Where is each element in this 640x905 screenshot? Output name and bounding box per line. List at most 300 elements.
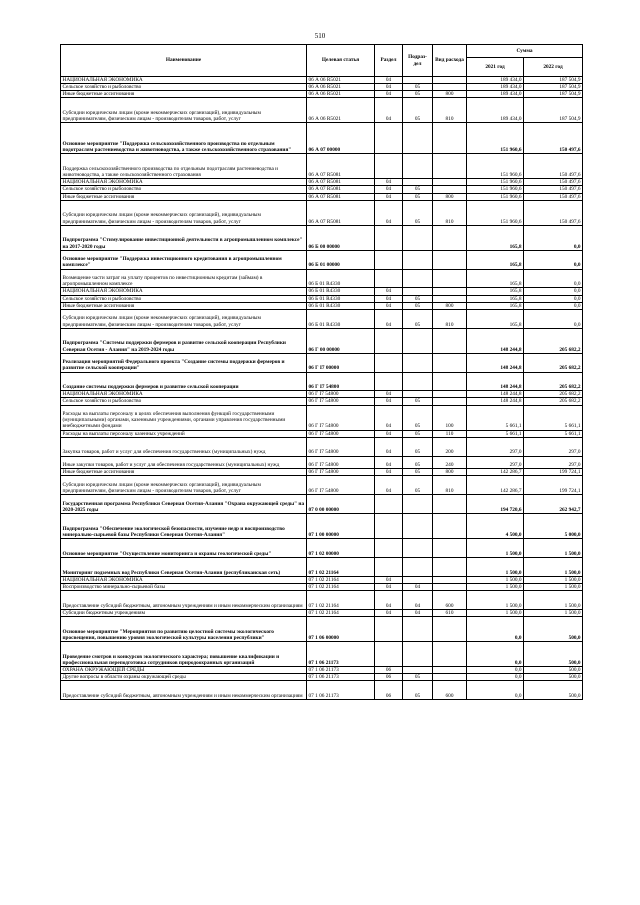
row-name: Иные бюджетные ассигнования — [61, 91, 307, 98]
row-target-code: 06 А 07 R5081 — [307, 154, 375, 179]
row-section — [375, 617, 403, 642]
row-sum-2021: 0,0 — [467, 674, 524, 681]
row-section: 04 — [375, 584, 403, 591]
row-name: Предоставление субсидий бюджетным, автономным учреждениям и иным некоммерческим организациям — [61, 681, 307, 700]
table-row — [61, 250, 583, 269]
row-expense-type — [433, 328, 467, 353]
row-target-code: 06 Б 01 R4330 — [307, 295, 375, 302]
row-section: 04 — [375, 405, 403, 430]
row-subsection: 05 — [403, 98, 433, 123]
header-sum: Сумма — [467, 45, 583, 58]
page-number: 510 — [314, 32, 326, 40]
row-section: 04 — [375, 186, 403, 193]
row-sum-2022: 0,0 — [524, 295, 583, 302]
row-name: Закупка товаров, работ и услуг для обеспечения государственных (муниципальных) нужд — [61, 437, 307, 456]
row-sum-2022: 205 682,2 — [524, 398, 583, 405]
row-name: Другие вопросы в области охраны окружающей среды — [61, 674, 307, 681]
row-section — [375, 154, 403, 179]
row-subsection: 05 — [403, 674, 433, 681]
row-sum-2022: 500,0 — [524, 642, 583, 667]
row-sum-2021: 165,8 — [467, 309, 524, 328]
row-subsection — [403, 288, 433, 295]
row-sum-2021: 165,8 — [467, 295, 524, 302]
row-section: 04 — [375, 200, 403, 225]
row-sum-2022: 500,0 — [524, 667, 583, 674]
row-sum-2022: 5 661,1 — [524, 430, 583, 437]
row-expense-type — [433, 674, 467, 681]
row-name: НАЦИОНАЛЬНАЯ ЭКОНОМИКА — [61, 288, 307, 295]
row-name: Подпрограмма "Системы поддержки фермеров и развитие сельской кооперации Республики Северная Осетия - Алания" на 2019-2024 годы — [61, 328, 307, 353]
row-expense-type — [433, 154, 467, 179]
table-row — [61, 681, 583, 700]
row-expense-type — [433, 225, 467, 250]
row-sum-2021: 148 244,8 — [467, 328, 524, 353]
row-target-code: 07 1 06 21173 — [307, 681, 375, 700]
row-sum-2022: 205 682,2 — [524, 353, 583, 372]
row-subsection: 05 — [403, 456, 433, 469]
row-section: 04 — [375, 77, 403, 84]
table-row — [61, 353, 583, 372]
row-subsection — [403, 372, 433, 391]
row-name: Иные бюджетные ассигнования — [61, 193, 307, 200]
row-target-code: 06 А 07 R5081 — [307, 186, 375, 193]
row-name: Государственная программа Республики Северная Осетия-Алания "Охрана окружающей среды" на 2020-2025 годы — [61, 495, 307, 514]
row-target-code: 07 1 06 21173 — [307, 674, 375, 681]
row-subsection: 05 — [403, 186, 433, 193]
table-body — [61, 77, 583, 700]
row-subsection: 05 — [403, 437, 433, 456]
row-target-code: 07 1 02 00000 — [307, 539, 375, 558]
row-sum-2022: 0,0 — [524, 250, 583, 269]
table-row — [61, 98, 583, 123]
row-subsection: 05 — [403, 302, 433, 309]
row-target-code: 06 А 06 R5021 — [307, 98, 375, 123]
row-name: Реализация мероприятий Федерального проекта "Создание системы поддержки фермеров и развитие сельской кооперации" — [61, 353, 307, 372]
row-sum-2022: 1 500,0 — [524, 591, 583, 610]
row-name: Возмещение части затрат на уплату процентов по инвестиционным кредитам (займам) в агропромышленном комплексе — [61, 269, 307, 288]
row-subsection: 05 — [403, 681, 433, 700]
row-sum-2022: 5 000,0 — [524, 514, 583, 539]
row-sum-2021: 148 244,8 — [467, 391, 524, 398]
row-sum-2021: 297,0 — [467, 456, 524, 469]
row-section: 04 — [375, 295, 403, 302]
table-row — [61, 514, 583, 539]
row-name: Расходы на выплаты персоналу казенных учреждений — [61, 430, 307, 437]
row-expense-type — [433, 577, 467, 584]
row-name: Основное мероприятие "Осуществление мониторинга и охраны геологической среды" — [61, 539, 307, 558]
row-name: Проведение смотров и конкурсов экологического характера; повышение квалификации и профессиональная переподготовка сотрудников природоохранных организаций — [61, 642, 307, 667]
row-section: 04 — [375, 309, 403, 328]
row-subsection — [403, 642, 433, 667]
row-target-code: 06 А 06 R5021 — [307, 84, 375, 91]
table-row — [61, 437, 583, 456]
row-expense-type — [433, 398, 467, 405]
row-subsection — [403, 514, 433, 539]
row-sum-2021: 189 434,0 — [467, 91, 524, 98]
row-sum-2021: 151 960,6 — [467, 186, 524, 193]
row-name: НАЦИОНАЛЬНАЯ ЭКОНОМИКА — [61, 77, 307, 84]
row-expense-type: 800 — [433, 193, 467, 200]
row-sum-2021: 1 500,0 — [467, 584, 524, 591]
row-sum-2021: 1 500,0 — [467, 539, 524, 558]
row-sum-2022: 187 504,9 — [524, 98, 583, 123]
row-target-code: 07 1 02 21164 — [307, 558, 375, 577]
row-sum-2021: 5 661,1 — [467, 405, 524, 430]
row-sum-2021: 1 500,0 — [467, 558, 524, 577]
header-expense-type: Вид расхода — [433, 45, 467, 77]
row-subsection: 04 — [403, 591, 433, 610]
row-sum-2021: 165,8 — [467, 302, 524, 309]
table-row — [61, 476, 583, 495]
row-expense-type — [433, 250, 467, 269]
row-sum-2022: 150 497,6 — [524, 154, 583, 179]
row-subsection — [403, 250, 433, 269]
row-sum-2021: 4 500,0 — [467, 514, 524, 539]
row-target-code: 06 Б 01 R4330 — [307, 269, 375, 288]
row-sum-2021: 165,8 — [467, 288, 524, 295]
row-target-code: 06 Г I7 54800 — [307, 437, 375, 456]
row-name: Иные бюджетные ассигнования — [61, 302, 307, 309]
row-section: 04 — [375, 98, 403, 123]
row-section: 04 — [375, 591, 403, 610]
row-section: 04 — [375, 288, 403, 295]
table-row — [61, 430, 583, 437]
row-sum-2022: 1 500,0 — [524, 584, 583, 591]
row-sum-2021: 151 960,6 — [467, 179, 524, 186]
row-subsection — [403, 577, 433, 584]
table-row — [61, 309, 583, 328]
row-section — [375, 539, 403, 558]
table-row — [61, 617, 583, 642]
row-sum-2022: 0,0 — [524, 225, 583, 250]
row-sum-2021: 142 286,7 — [467, 476, 524, 495]
row-target-code: 06 А 06 R5021 — [307, 91, 375, 98]
table-row — [61, 539, 583, 558]
table-row — [61, 123, 583, 154]
row-section: 06 — [375, 667, 403, 674]
table-row — [61, 469, 583, 476]
row-sum-2022: 500,0 — [524, 681, 583, 700]
row-subsection: 04 — [403, 584, 433, 591]
row-name: Сельское хозяйство и рыболовство — [61, 84, 307, 91]
table-row — [61, 269, 583, 288]
row-expense-type: 100 — [433, 405, 467, 430]
row-target-code: 07 1 02 21164 — [307, 584, 375, 591]
table-row — [61, 295, 583, 302]
table-row — [61, 398, 583, 405]
table-row — [61, 577, 583, 584]
row-name: Поддержка сельскохозяйственного производства по отдельным подотраслям растениеводства и животноводства, а также сельскохозяйственного страхования — [61, 154, 307, 179]
row-subsection — [403, 539, 433, 558]
row-name: Субсидии юридическим лицам (кроме некоммерческих организаций), индивидуальным предпринимателям, физическим лицам - производителям товаров, работ, услуг — [61, 98, 307, 123]
table-row — [61, 405, 583, 430]
row-sum-2022: 297,0 — [524, 437, 583, 456]
row-section: 04 — [375, 398, 403, 405]
row-section: 04 — [375, 437, 403, 456]
row-section: 06 — [375, 681, 403, 700]
row-sum-2022: 1 500,0 — [524, 558, 583, 577]
row-sum-2021: 151 960,6 — [467, 123, 524, 154]
row-sum-2021: 5 661,1 — [467, 430, 524, 437]
row-sum-2022: 205 682,2 — [524, 328, 583, 353]
table-row — [61, 77, 583, 84]
row-expense-type: 810 — [433, 309, 467, 328]
row-sum-2021: 189 434,0 — [467, 77, 524, 84]
row-sum-2021: 142 286,7 — [467, 469, 524, 476]
table-row — [61, 193, 583, 200]
row-target-code: 06 Б 00 00000 — [307, 225, 375, 250]
row-subsection — [403, 225, 433, 250]
row-section: 04 — [375, 91, 403, 98]
row-sum-2022: 187 504,9 — [524, 77, 583, 84]
row-target-code: 06 Г I7 54800 — [307, 456, 375, 469]
row-section — [375, 328, 403, 353]
row-target-code: 07 1 06 00000 — [307, 617, 375, 642]
row-section — [375, 123, 403, 154]
row-subsection: 05 — [403, 309, 433, 328]
row-sum-2022: 199 724,1 — [524, 469, 583, 476]
row-subsection — [403, 77, 433, 84]
row-name: Иные бюджетные ассигнования — [61, 469, 307, 476]
row-sum-2021: 148 244,8 — [467, 353, 524, 372]
row-section: 04 — [375, 469, 403, 476]
row-section: 04 — [375, 302, 403, 309]
row-section: 04 — [375, 476, 403, 495]
table-header — [61, 45, 583, 77]
row-target-code: 06 Б 01 R4330 — [307, 309, 375, 328]
row-expense-type — [433, 77, 467, 84]
row-expense-type: 600 — [433, 681, 467, 700]
row-name: Сельское хозяйство и рыболовство — [61, 295, 307, 302]
row-subsection — [403, 353, 433, 372]
table-row — [61, 591, 583, 610]
row-sum-2022: 187 504,9 — [524, 84, 583, 91]
table-row — [61, 667, 583, 674]
row-sum-2022: 297,0 — [524, 456, 583, 469]
row-name: Субсидии юридическим лицам (кроме некоммерческих организаций), индивидуальным предпринимателям, физическим лицам - производителям товаров, работ, услуг — [61, 309, 307, 328]
row-subsection: 05 — [403, 193, 433, 200]
row-sum-2021: 1 500,0 — [467, 591, 524, 610]
row-subsection: 04 — [403, 610, 433, 617]
table-row — [61, 584, 583, 591]
row-sum-2021: 148 244,8 — [467, 398, 524, 405]
row-sum-2022: 150 497,6 — [524, 179, 583, 186]
row-sum-2022: 0,0 — [524, 288, 583, 295]
row-subsection — [403, 558, 433, 577]
row-target-code: 06 Б 01 R4330 — [307, 288, 375, 295]
row-target-code: 06 Г I7 00000 — [307, 353, 375, 372]
row-expense-type: 610 — [433, 610, 467, 617]
row-name: Сельское хозяйство и рыболовство — [61, 398, 307, 405]
row-subsection: 05 — [403, 405, 433, 430]
row-section: 04 — [375, 610, 403, 617]
row-expense-type: 110 — [433, 430, 467, 437]
row-section: 04 — [375, 84, 403, 91]
row-name: Расходы на выплаты персоналу в целях обеспечения выполнения функций государственными (муниципальными) органами, казенными учреждениями, органами управления государственными внебюджетными фондами — [61, 405, 307, 430]
row-sum-2021: 165,8 — [467, 225, 524, 250]
row-expense-type — [433, 372, 467, 391]
row-target-code: 06 Г I7 54800 — [307, 405, 375, 430]
row-target-code: 06 Б 01 00000 — [307, 250, 375, 269]
row-target-code: 06 А 07 00000 — [307, 123, 375, 154]
row-name: Предоставление субсидий бюджетным, автономным учреждениям и иным некоммерческим организациям — [61, 591, 307, 610]
row-subsection: 05 — [403, 295, 433, 302]
table-row — [61, 456, 583, 469]
row-expense-type: 810 — [433, 476, 467, 495]
row-subsection: 05 — [403, 84, 433, 91]
row-target-code: 06 А 07 R5081 — [307, 179, 375, 186]
row-sum-2021: 151 960,6 — [467, 154, 524, 179]
row-sum-2021: 297,0 — [467, 437, 524, 456]
row-sum-2022: 205 682,2 — [524, 391, 583, 398]
row-expense-type — [433, 539, 467, 558]
row-section: 04 — [375, 391, 403, 398]
row-section: 04 — [375, 577, 403, 584]
table-row — [61, 179, 583, 186]
row-target-code: 06 Г I7 54800 — [307, 391, 375, 398]
header-name: Наименование — [61, 45, 307, 77]
row-section — [375, 372, 403, 391]
row-name: Субсидии юридическим лицам (кроме некоммерческих организаций), индивидуальным предпринимателям, физическим лицам - производителям товаров, работ, услуг — [61, 200, 307, 225]
row-subsection — [403, 391, 433, 398]
row-expense-type: 240 — [433, 456, 467, 469]
table-row — [61, 372, 583, 391]
row-sum-2022: 262 942,7 — [524, 495, 583, 514]
row-section: 04 — [375, 193, 403, 200]
row-target-code: 06 А 06 R5021 — [307, 77, 375, 84]
row-target-code: 06 Г I7 54800 — [307, 430, 375, 437]
table-row — [61, 288, 583, 295]
row-target-code: 06 Г 00 00000 — [307, 328, 375, 353]
row-expense-type — [433, 558, 467, 577]
row-sum-2021: 1 500,0 — [467, 577, 524, 584]
row-sum-2022: 1 500,0 — [524, 577, 583, 584]
row-target-code: 07 1 06 21173 — [307, 642, 375, 667]
row-name: Основное мероприятие "Мероприятия по развитию целостной системы экологического просвещения, повышению уровня экологической культуры населения республики" — [61, 617, 307, 642]
table-row — [61, 225, 583, 250]
header-2021: 2021 год — [467, 58, 524, 77]
budget-table — [60, 44, 583, 700]
row-name: Субсидии юридическим лицам (кроме некоммерческих организаций), индивидуальным предпринимателям, физическим лицам - производителям товаров, работ, услуг — [61, 476, 307, 495]
row-subsection: 05 — [403, 430, 433, 437]
table-row — [61, 391, 583, 398]
row-sum-2022: 187 504,9 — [524, 91, 583, 98]
table-row — [61, 558, 583, 577]
row-subsection — [403, 179, 433, 186]
row-expense-type — [433, 617, 467, 642]
table-row — [61, 154, 583, 179]
row-subsection — [403, 123, 433, 154]
header-target: Целевая статья — [307, 45, 375, 77]
row-subsection: 05 — [403, 200, 433, 225]
table-row — [61, 495, 583, 514]
row-section — [375, 558, 403, 577]
row-expense-type — [433, 288, 467, 295]
row-subsection: 05 — [403, 469, 433, 476]
row-target-code: 07 0 00 00000 — [307, 495, 375, 514]
row-name: Основное мероприятие "Поддержка сельскохозяйственного производства по отдельным подотраслям растениеводства и животноводства, а также сельскохозяйственного страхования" — [61, 123, 307, 154]
table-row — [61, 186, 583, 193]
row-sum-2021: 165,8 — [467, 250, 524, 269]
table-row — [61, 200, 583, 225]
row-expense-type: 800 — [433, 91, 467, 98]
row-sum-2021: 165,8 — [467, 269, 524, 288]
row-target-code: 06 Г I7 54800 — [307, 476, 375, 495]
row-expense-type: 600 — [433, 591, 467, 610]
row-expense-type — [433, 186, 467, 193]
row-expense-type — [433, 295, 467, 302]
row-sum-2021: 189 434,0 — [467, 98, 524, 123]
row-subsection: 05 — [403, 476, 433, 495]
row-sum-2021: 1 500,0 — [467, 610, 524, 617]
row-expense-type — [433, 642, 467, 667]
row-sum-2021: 148 244,8 — [467, 372, 524, 391]
row-expense-type — [433, 667, 467, 674]
row-expense-type — [433, 269, 467, 288]
row-expense-type — [433, 84, 467, 91]
row-sum-2022: 1 500,0 — [524, 539, 583, 558]
row-target-code: 07 1 00 00000 — [307, 514, 375, 539]
row-target-code: 06 Б 01 R4330 — [307, 302, 375, 309]
budget-table-sheet — [60, 44, 582, 700]
row-sum-2021: 194 720,6 — [467, 495, 524, 514]
row-name: НАЦИОНАЛЬНАЯ ЭКОНОМИКА — [61, 391, 307, 398]
row-name: Подпрограмма "Стимулирование инвестиционной деятельности в агропромышленном комплексе" на 2017-2020 годы — [61, 225, 307, 250]
header-2022: 2022 год — [524, 58, 583, 77]
row-section — [375, 642, 403, 667]
row-sum-2022: 0,0 — [524, 269, 583, 288]
row-sum-2021: 0,0 — [467, 617, 524, 642]
row-name: НАЦИОНАЛЬНАЯ ЭКОНОМИКА — [61, 577, 307, 584]
row-target-code: 07 1 06 21173 — [307, 667, 375, 674]
row-sum-2021: 151 960,6 — [467, 193, 524, 200]
row-sum-2021: 189 434,0 — [467, 84, 524, 91]
row-name: Иные закупки товаров, работ и услуг для обеспечения государственных (муниципальных) нужд — [61, 456, 307, 469]
row-sum-2022: 199 724,1 — [524, 476, 583, 495]
row-target-code: 07 1 02 21164 — [307, 610, 375, 617]
row-section — [375, 514, 403, 539]
row-subsection — [403, 617, 433, 642]
row-name: ОХРАНА ОКРУЖАЮЩЕЙ СРЕДЫ — [61, 667, 307, 674]
row-name: Основное мероприятие "Поддержка инвестиционного кредитования в агропромышленном комплексе" — [61, 250, 307, 269]
row-section — [375, 225, 403, 250]
row-subsection: 05 — [403, 398, 433, 405]
row-target-code: 06 Г I7 54800 — [307, 469, 375, 476]
row-target-code: 07 1 02 21164 — [307, 577, 375, 584]
row-sum-2022: 205 682,2 — [524, 372, 583, 391]
header-subsection: Подраз-дел — [403, 45, 433, 77]
row-subsection — [403, 154, 433, 179]
row-expense-type — [433, 495, 467, 514]
row-expense-type — [433, 391, 467, 398]
row-sum-2022: 150 497,6 — [524, 186, 583, 193]
row-name: Создание системы поддержки фермеров и развитие сельской кооперации — [61, 372, 307, 391]
row-sum-2022: 150 497,6 — [524, 193, 583, 200]
row-sum-2021: 0,0 — [467, 642, 524, 667]
table-row — [61, 610, 583, 617]
row-expense-type: 810 — [433, 98, 467, 123]
row-expense-type: 800 — [433, 469, 467, 476]
table-row — [61, 91, 583, 98]
row-section: 04 — [375, 456, 403, 469]
row-sum-2021: 151 960,6 — [467, 200, 524, 225]
header-section: Раздел — [375, 45, 403, 77]
row-sum-2022: 150 497,6 — [524, 200, 583, 225]
row-sum-2022: 5 661,1 — [524, 405, 583, 430]
row-name: НАЦИОНАЛЬНАЯ ЭКОНОМИКА — [61, 179, 307, 186]
row-expense-type: 800 — [433, 302, 467, 309]
table-row — [61, 674, 583, 681]
